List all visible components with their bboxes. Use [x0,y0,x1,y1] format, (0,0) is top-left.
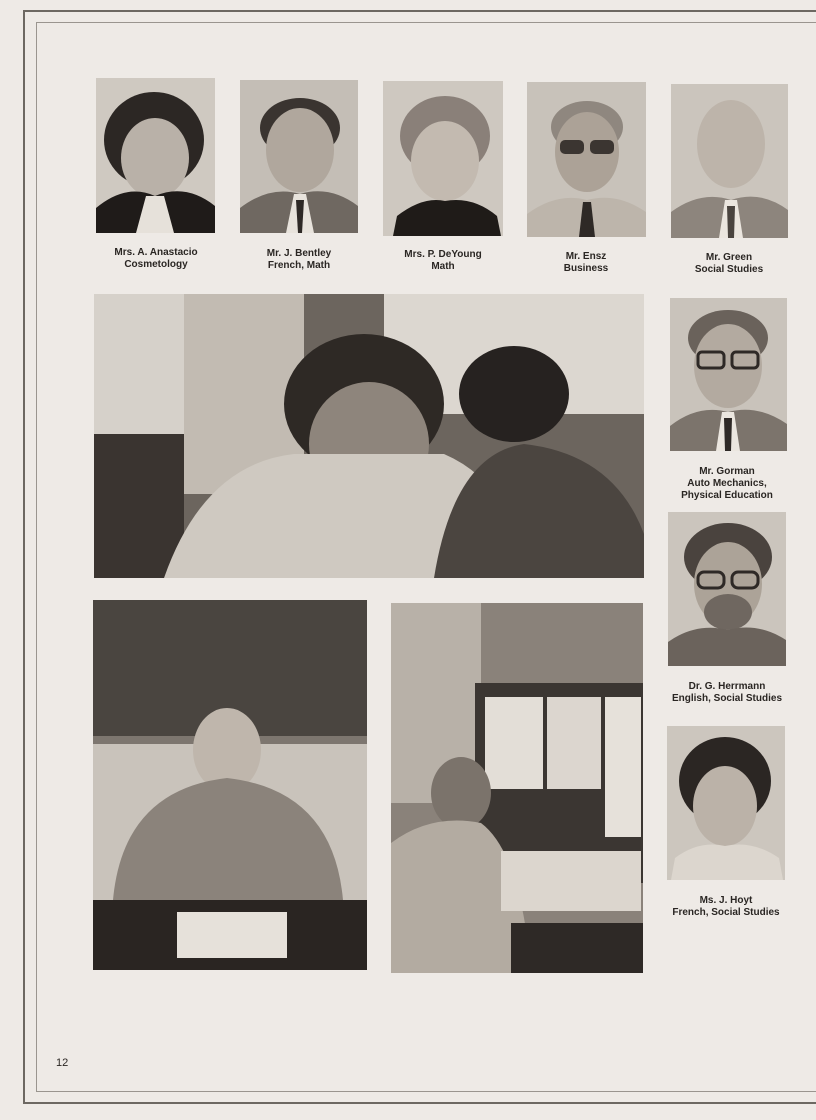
portrait-bentley [240,80,358,233]
caption-ensz [516,251,656,275]
caption-deyoung [373,249,513,273]
caption-green [659,252,799,276]
page-number: 12 [56,1057,69,1069]
caption-herrmann [656,681,798,705]
candid-photo-desk-teacher [93,600,367,970]
faculty-subject: Math [431,261,455,272]
candid-photo-eating [94,294,644,578]
candid-photo-reading [391,603,643,973]
faculty-subject: French, Social Studies [672,907,780,918]
faculty-name: Mrs. P. DeYoung [404,249,482,260]
caption-gorman [657,466,797,502]
faculty-subject: English, Social Studies [671,693,783,704]
faculty-subject-line2: Physical Education [681,490,773,501]
faculty-name: Mr. Gorman [699,466,755,477]
portrait-deyoung [383,81,503,236]
portrait-hoyt [667,726,785,880]
faculty-subject: Social Studies [694,264,764,275]
faculty-subject: Business [563,263,609,274]
faculty-subject: Cosmetology [124,259,188,270]
portrait-green [671,84,788,238]
faculty-subject: French, Math [267,260,331,271]
caption-anastacio [86,247,226,271]
faculty-name: Ms. J. Hoyt [699,895,753,906]
portrait-ensz [527,82,646,237]
faculty-name: Mr. Green [705,252,753,263]
caption-bentley [229,248,369,272]
portrait-herrmann [668,512,786,666]
portrait-anastacio [96,78,215,233]
caption-hoyt [655,895,797,919]
faculty-name: Mrs. A. Anastacio [114,247,198,258]
portrait-gorman [670,298,787,451]
faculty-name: Mr. J. Bentley [266,248,332,259]
faculty-name: Mr. Ensz [565,251,607,262]
faculty-name: Dr. G. Herrmann [688,681,766,692]
faculty-subject-line1: Auto Mechanics, [687,478,767,489]
